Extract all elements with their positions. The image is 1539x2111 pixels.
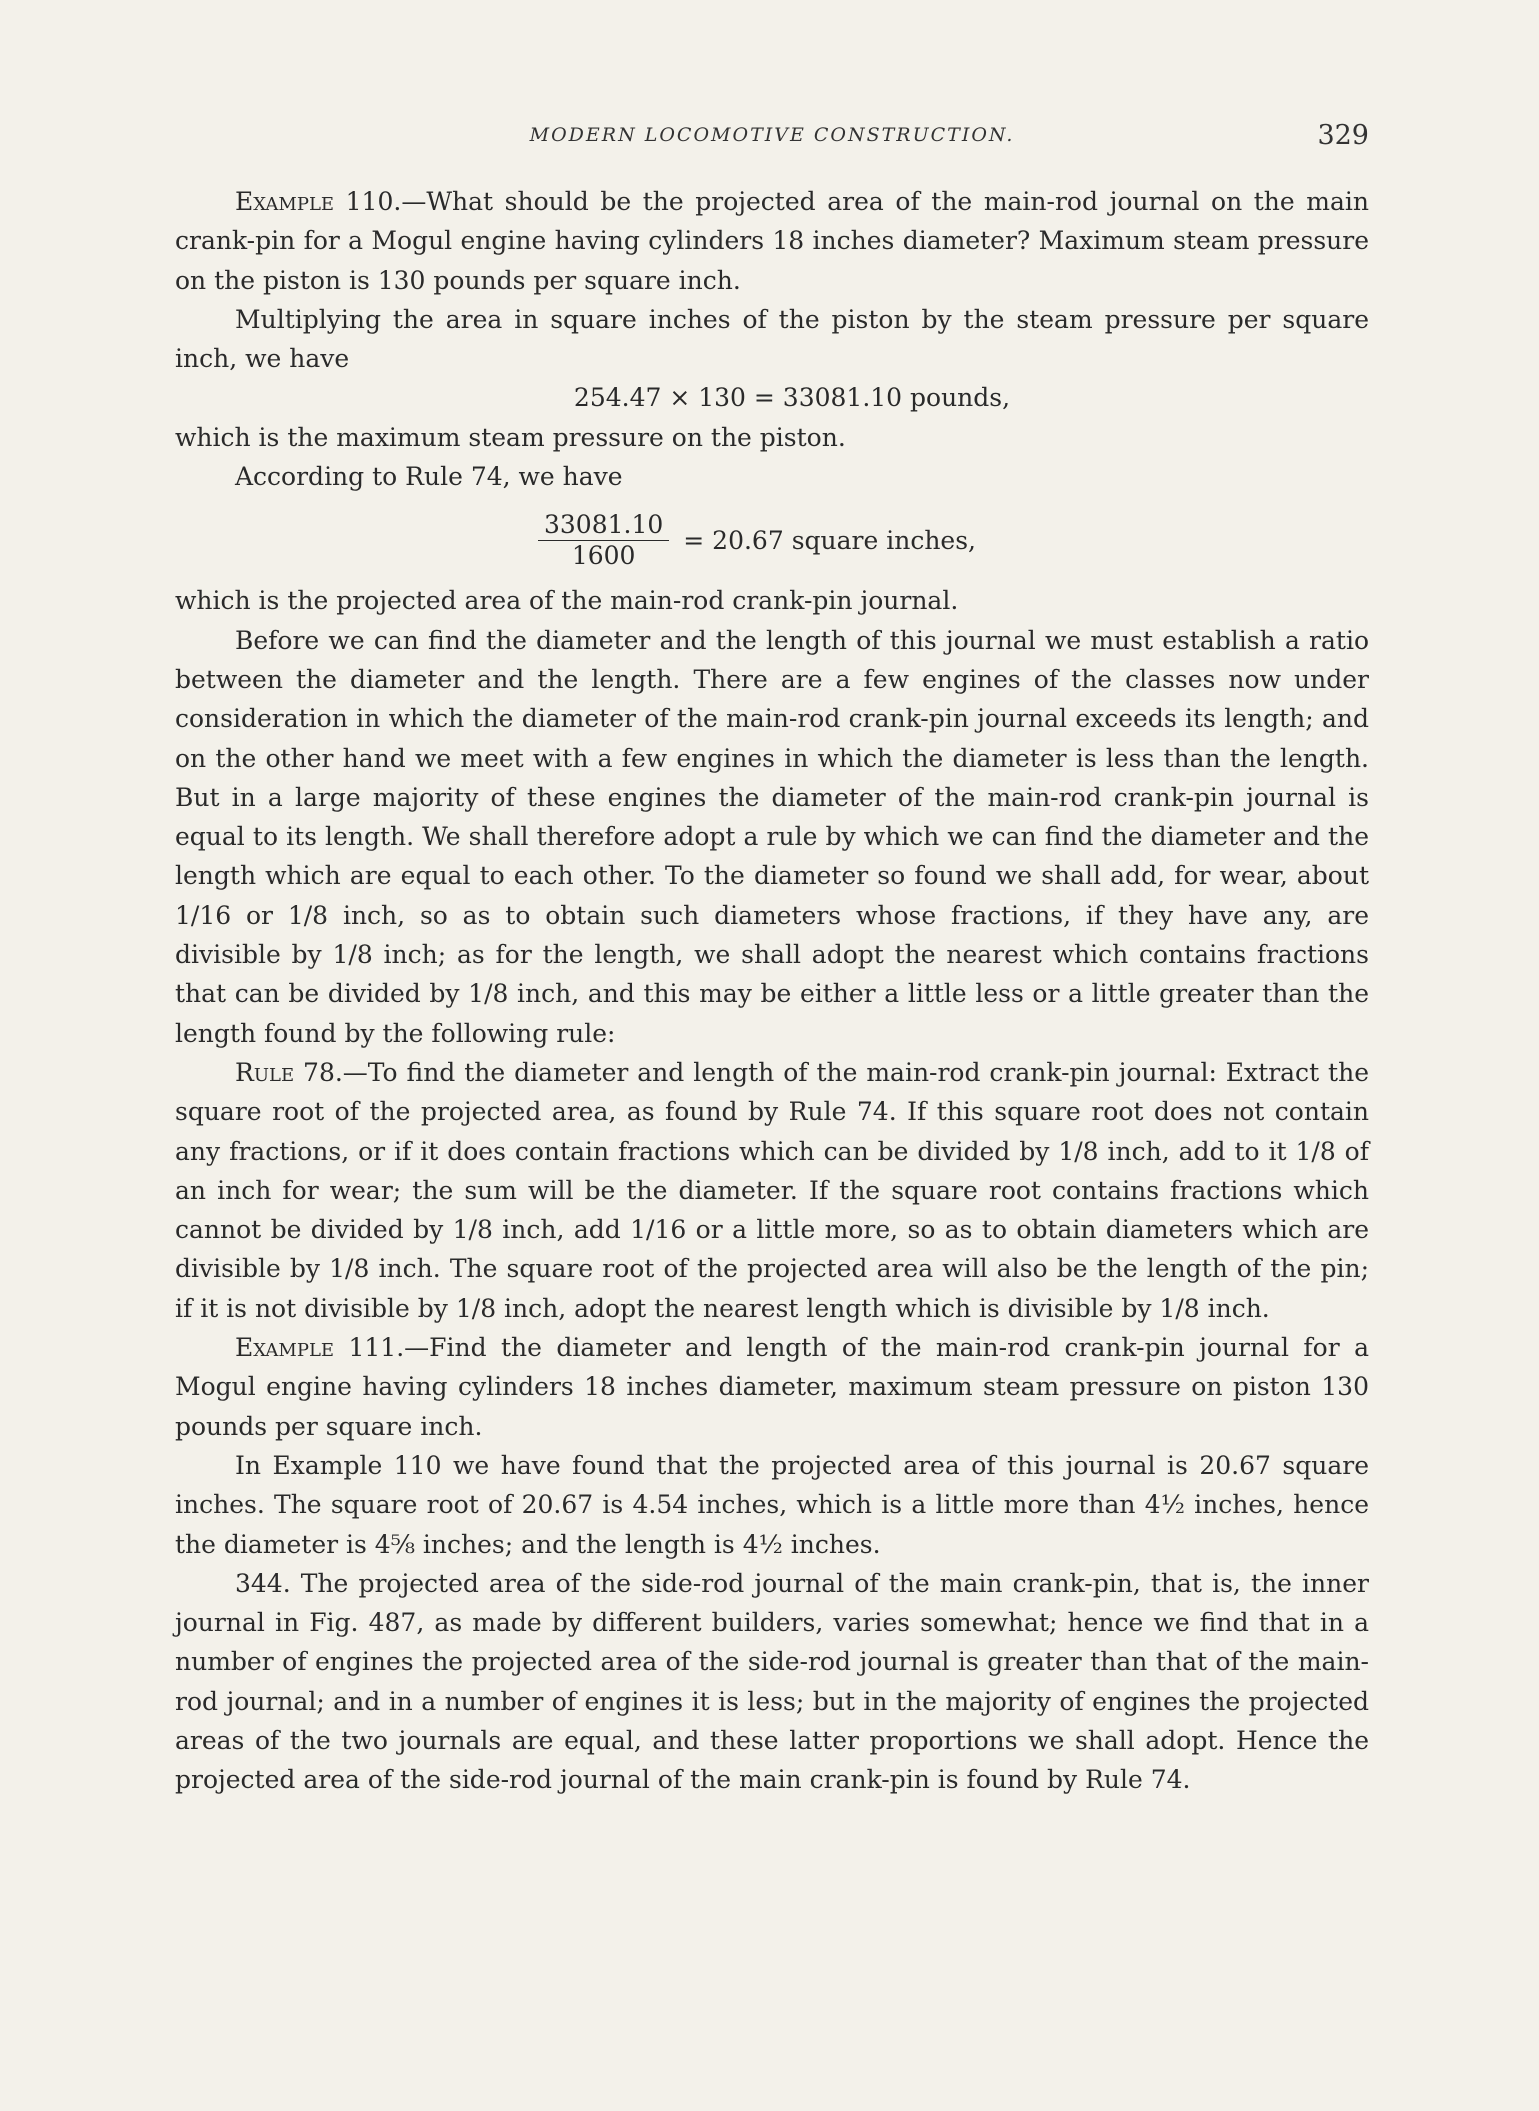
rule-78-paragraph [175, 1053, 1369, 1328]
example-110-text: 110.—What should be the projected area of the main-rod journal on the main crank-pin for a Mogul engine having cylinders 18 inches diameter? Maximum steam pressure on the piston is 130 pounds per square inch. [175, 187, 1369, 295]
rule-label: Rule [235, 1057, 295, 1087]
equation-area [175, 510, 1369, 571]
example-label: Example [235, 187, 335, 216]
multiplying-paragraph: Multiplying the area in square inches of the piston by the steam pressure per square inch, we have [175, 304, 1369, 374]
example-110-paragraph [175, 182, 1369, 300]
example-111-paragraph [175, 1328, 1369, 1446]
rule-74-paragraph: According to Rule 74, we have [235, 462, 623, 492]
page-body [175, 182, 1369, 1800]
fraction-numerator: 33081.10 [538, 510, 669, 541]
page-header [175, 120, 1369, 160]
fraction-denominator: 1600 [571, 541, 636, 571]
section-344-paragraph: 344. The projected area of the side-rod journal of the main crank-pin, that is, the inner journal in Fig. 487, as made by different builders, varies somewhat; hence we find that in a number of engines the projected area of the side-rod journal is greater than that of the main-rod journal; and in a number of engines it is less; but in the majority of engines the projected areas of the two journals are equal, and these latter proportions we shall adopt. Hence the projected area of the side-rod journal of the main crank-pin is found by Rule 74. [175, 1568, 1369, 1795]
page-number: 329 [1317, 120, 1369, 151]
equation-result: = 20.67 square inches, [683, 526, 976, 556]
max-pressure-paragraph: which is the maximum steam pressure on the piston. [175, 422, 846, 452]
example-111-text: 111.—Find the diameter and length of the main-rod crank-pin journal for a Mogul engine having cylinders 18 inches diameter, maximum steam pressure on piston 130 pounds per square inch. [175, 1333, 1369, 1441]
ratio-paragraph: Before we can find the diameter and the length of this journal we must establish a ratio between the diameter and the length. There are a few engines of the classes now under consideration in which the diameter of the main-rod crank-pin journal exceeds its length; and on the other hand we meet with a few engines in which the diameter is less than the length. But in a large majority of these engines the diameter of the main-rod crank-pin journal is equal to its length. We shall therefore adopt a rule by which we can find the diameter and the length which are equal to each other. To the diameter so found we shall add, for wear, about 1/16 or 1/8 inch, so as to obtain such diameters whose fractions, if they have any, are divisible by 1/8 inch; as for the length, we shall adopt the nearest which contains fractions that can be divided by 1/8 inch, and this may be either a little less or a little greater than the length found by the following rule: [175, 625, 1369, 1048]
running-title: MODERN LOCOMOTIVE CONSTRUCTION. [529, 124, 1015, 146]
projected-area-paragraph: which is the projected area of the main-rod crank-pin journal. [175, 586, 959, 616]
rule-78-text: 78.—To find the diameter and length of the main-rod crank-pin journal: Extract the square root of the projected area, as found by Rule 74. If this square root does not contain any fractions, or if it does contain fractions which can be divided by 1/8 inch, add to it 1/8 of an inch for wear; the sum will be the diameter. If the square root contains fractions which cannot be divided by 1/8 inch, add 1/16 or a little more, so as to obtain diameters which are divisible by 1/8 inch. The square root of the projected area will also be the length of the pin; if it is not divisible by 1/8 inch, adopt the nearest length which is divisible by 1/8 inch. [175, 1057, 1369, 1323]
equation-pressure: 254.47 × 130 = 33081.10 pounds, [573, 383, 1011, 413]
fraction [538, 510, 669, 571]
example-label: Example [235, 1333, 335, 1363]
example-110-result-paragraph: In Example 110 we have found that the projected area of this journal is 20.67 square inches. The square root of 20.67 is 4.54 inches, which is a little more than 4½ inches, hence the diameter is 4⅝ inches; and the length is 4½ inches. [175, 1450, 1369, 1559]
